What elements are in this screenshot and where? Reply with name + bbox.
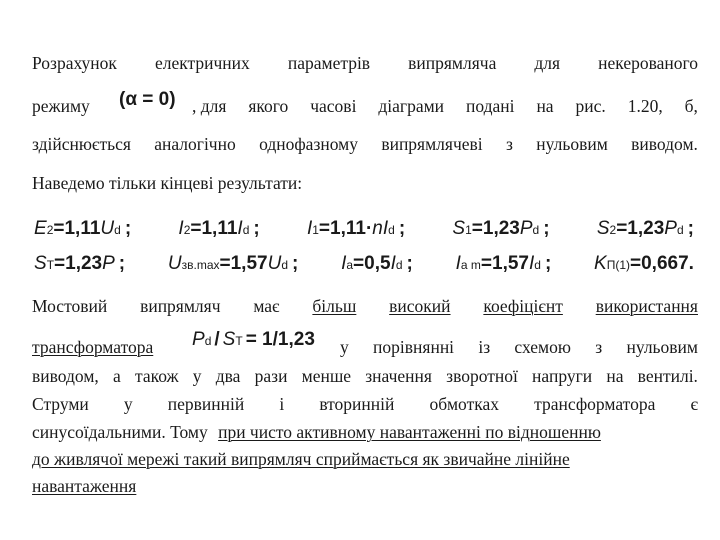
word: два [215,366,241,386]
para2-line7 [32,475,698,497]
underlined-word: коефіцієнт [483,296,563,316]
word: на [606,366,624,386]
eq-s1: S 1 =1,23 P d ; [452,218,550,239]
alpha-formula: (α = 0) [119,89,176,110]
equations-row-1 [34,217,694,242]
word: зворотної [446,366,518,386]
word: первинній [167,394,245,414]
para1-line3 [32,133,698,155]
word: виводом, [32,366,99,386]
word: діаграми [378,96,445,116]
word: також [134,366,179,386]
underlined-word: високий [389,296,451,316]
para2-line4 [32,393,698,415]
word: , для [192,96,227,116]
underlined-text: при чисто активному навантаженні по відношенню [218,422,601,442]
eq-uzv: U зв.max =1,57 U d ; [167,253,299,274]
word: для [534,53,561,73]
word: на [536,96,554,116]
word: з [595,337,603,357]
word: виводом. [631,134,698,154]
word: параметрів [287,53,371,73]
word: трансформатора [534,394,656,414]
eq-e2: E 2 =1,11 U d ; [34,218,132,239]
word: випрямляч [140,296,221,316]
para1-line1 [32,52,698,74]
eq-kp1: K П(1) =0,667 . [594,253,694,274]
word: обмотках [429,394,499,414]
para2-line5 [32,421,698,443]
word: є [690,394,698,414]
word: менше [301,366,352,386]
para2-line1 [32,295,698,317]
para1-line2-rest [192,95,698,117]
word: а [112,366,121,386]
word: подані [465,96,515,116]
word: має [253,296,280,316]
word: значення [365,366,432,386]
word: 1.20, [627,96,663,116]
underlined-word: трансформатора [32,337,154,357]
underlined-text: навантаження [32,476,137,496]
word: аналогічно [154,134,236,154]
word: Мостовий [32,296,108,316]
word: випрямлячеві [381,134,483,154]
underlined-word: використання [595,296,698,316]
word: однофазному [259,134,358,154]
word: напруги [532,366,593,386]
equations-row-2 [34,252,694,277]
ratio-formula: P d / S T = 1/1,23 [192,329,315,350]
word: здійснюється [32,134,131,154]
underlined-word: більш [312,296,357,316]
word: Розрахунок [32,53,117,73]
eq-ia: I a =0,5 I d ; [341,253,413,274]
word: і [279,394,285,414]
word: електричних [154,53,250,73]
eq-iam: I a m =1,57 I d ; [455,253,552,274]
word: рази [254,366,288,386]
word: із [478,337,491,357]
eq-st: S T =1,23 P ; [34,253,126,274]
word: у [123,394,133,414]
word: Струми [32,394,89,414]
word: нульовим [536,134,608,154]
para2-line6 [32,448,698,470]
word: з [506,134,513,154]
word: рис. [575,96,606,116]
text-plain: синусоїдальними. Тому [32,422,208,442]
word: вентилі. [637,366,698,386]
para2-line2-rest [340,336,698,358]
word: порівнянні [373,337,455,357]
word: у [192,366,202,386]
eq-i1: I 1 =1,11· nI d ; [306,218,406,239]
word: схемою [514,337,571,357]
word: некерованого [598,53,698,73]
word: вторинній [319,394,395,414]
para2-line3 [32,365,698,387]
word: б, [684,96,698,116]
word: якого [248,96,289,116]
eq-i2: I 2 =1,11 I d ; [178,218,260,239]
word: часові [310,96,357,116]
underlined-text: до живлячої мережі такий випрямляч сприймається як звичайне лінійне [32,449,570,469]
word: режиму [32,96,90,116]
word: у [340,337,349,357]
para1-line4: Наведемо тільки кінцеві результати: [32,173,303,193]
eq-s2: S 2 =1,23 P d ; [596,218,694,239]
word: випрямляча [408,53,497,73]
word: нульовим [626,337,698,357]
